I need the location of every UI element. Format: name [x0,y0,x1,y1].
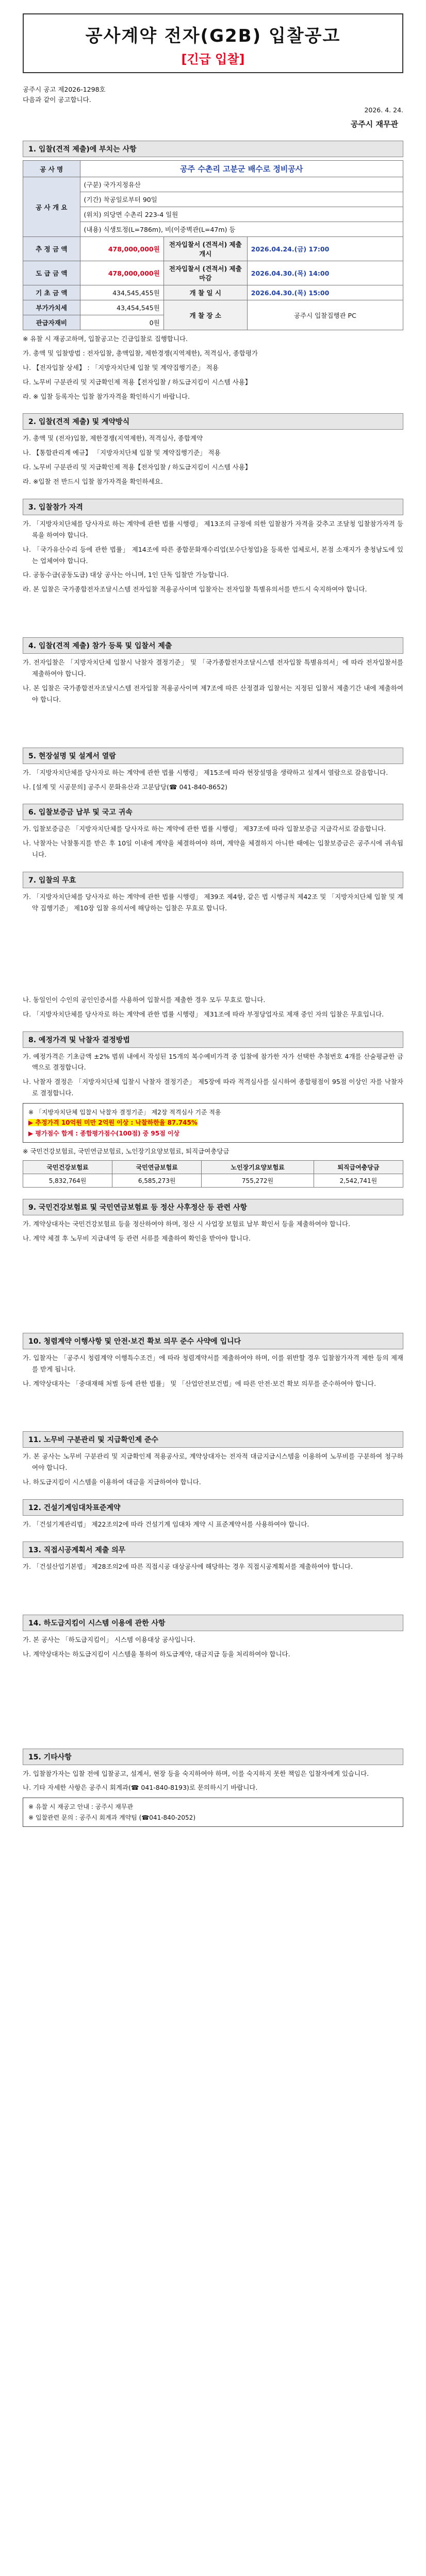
s2-para: 나. 【통합관리계 예규】 「지방자치단체 입찰 및 계약집행기준」 적용 [23,449,221,457]
s1-sub: 라. ※ 입찰 등록자는 입찰 참가자격을 확인하시기 바랍니다. [23,392,190,400]
s7-para: 다. 「지방자치단체를 당사자로 하는 계약에 관한 법률 시행령」 제31조에 따라 부정당업자로 제재 중인 자의 입찰은 무효입니다. [23,1010,384,1018]
s5-para: 나. [설계 및 시공문의] 공주시 문화유산과 고분담당(☎ 041-840-8652) [23,783,227,791]
page-subtitle: [긴급 입찰] [181,52,245,66]
label-material: 관급자재비 [23,315,80,330]
fee-head: 노인장기요양보험료 [202,1161,314,1174]
value-opening: 2026.04.30.(목) 15:00 [247,285,403,300]
label-contract: 도 급 금 액 [23,261,80,285]
fee-note: ※ 국민건강보험료, 국민연금보험료, 노인장기요양보험료, 퇴직급여충당금 [23,1147,230,1156]
label-place: 개 찰 장 소 [163,300,247,330]
value-base: 434,545,455원 [80,285,163,300]
label-open: 전자입찰서 (견적서) 제출 개시 [163,237,247,261]
s4-para: 나. 본 입찰은 국가종합전자조달시스템 전자입찰 적용공사이며 제7조에 따른 산정결과 입찰서는 지정된 입찰서 제출기간 내에 제출하여야 합니다. [23,684,403,703]
s2-para: 라. ※입찰 전 반드시 입찰 참가자격을 확인하세요. [23,478,163,485]
s15-para: 나. 기타 자세한 사항은 공주시 회계과(☎ 041-840-8193)로 문의하시기 바랍니다. [23,1784,258,1792]
notice-date: 2026. 4. 24. [364,106,403,114]
page-title: 공사계약 전자(G2B) 입찰공고 [85,26,341,46]
s13-para: 가. 「건설산업기본법」 제28조의2에 따른 직접시공 대상공사에 해당하는 경우 직접시공계획서를 제출하여야 합니다. [23,1562,353,1570]
s14-para: 나. 계약상대자는 하도급지킴이 시스템을 통하여 하도급계약, 대금지급 등을 처리하여야 합니다. [23,1650,290,1658]
fee-table [23,1160,403,1188]
s11-para: 나. 하도급지킴이 시스템을 이용하여 대금을 지급하여야 합니다. [23,1478,201,1486]
s3-para: 라. 본 입찰은 국가종합전자조달시스템 전자입찰 적용공사이며 입찰자는 전자입찰 특별유의서를 반드시 숙지하여야 합니다. [23,585,367,594]
s8-para: 가. 예정가격은 기초금액 ±2% 범위 내에서 작성된 15개의 복수예비가격 중 입찰에 참가한 자가 선택한 추첨번호 4개를 산술평균한 금액으로 결정합니다. [23,1052,403,1072]
footer-line: ※ 유찰 시 재공고 안내 : 공주시 재무관 [28,1803,134,1811]
label-estimated: 추 정 금 액 [23,237,80,261]
section-10-head: 10. 청렴계약 이행사항 및 안전·보건 확보 의무 준수 사약에 입니다 [23,1333,403,1349]
criteria-line: ▶ 평가점수 합계 : 종합평가점수(100점) 중 95점 이상 [28,1129,180,1137]
s6-para: 가. 입찰보증금은 「지방자치단체를 당사자로 하는 계약에 관한 법률 시행령」 제37조에 따라 입찰보증금 지급각서로 갈음합니다. [23,825,386,833]
value-estimated: 478,000,000원 [80,237,163,261]
criteria-box [23,1103,403,1143]
s2-para: 가. 총액 및 (전자)입찰, 제한경쟁(지역제한), 적격심사, 종합계약 [23,434,203,443]
s8-para: 나. 낙찰자 결정은 「지방자치단체 입찰시 낙찰자 결정기준」 제5장에 따라 적격심사를 실시하여 종합평점이 95점 이상인 자를 낙찰자로 결정합니다. [23,1078,403,1097]
title-box [23,13,403,73]
s4-para: 가. 전자입찰은 「지방자치단체 입찰시 낙찰자 결정기준」 및 「국가종합전자조달시스템 전자입찰 특별유의서」에 따라 전자입찰서를 제출하여야 합니다. [23,658,403,677]
fee-head: 퇴직급여충당금 [314,1161,403,1174]
value-material: 0원 [80,315,163,330]
s15-para: 가. 입찰참가자는 입찰 전에 입찰공고, 설계서, 현장 등을 숙지하여야 하며, 이를 숙지하지 못한 책임은 입찰자에게 있습니다. [23,1769,369,1777]
label-close: 전자입찰서 (견적서) 제출 마감 [163,261,247,285]
value-close: 2026.04.30.(목) 14:00 [247,261,403,285]
criteria-line: ▶ 추정가격 10억원 미만 2억원 이상 : 낙찰하한율 87.745% [28,1119,198,1127]
s1-sub: 가. 총액 및 입찰방법 : 전자입찰, 총액입찰, 제한경쟁(지역제한), 적격심사, 종합평가 [23,349,258,357]
section-2-head: 2. 입찰(견적 제출) 및 계약방식 [23,413,403,430]
s7-para: 나. 동일인이 수인의 공인인증서를 사용하여 입찰서를 제출한 경우 모두 무효로 합니다. [23,995,266,1004]
label-project: 공 사 명 [23,161,80,177]
section-12-head: 12. 건설기계임대차표준계약 [23,1499,403,1516]
fee-value: 5,832,764원 [23,1174,112,1188]
s1-sub: 다. 노무비 구분관리 및 지급확인제 적용【전자입찰 / 하도급지킴이 시스템 사용】 [23,378,252,386]
value-contract: 478,000,000원 [80,261,163,285]
criteria-line: ※ 「지방자치단체 입찰시 낙찰자 결정기준」 제2장 적격심사 기준 적용 [28,1109,221,1116]
fee-value: 2,542,741원 [314,1174,403,1188]
label-base: 기 초 금 액 [23,285,80,300]
notice-intro: 다음과 같이 공고합니다. [23,96,91,104]
section-15-head: 15. 기타사항 [23,1749,403,1765]
fee-value: 6,585,273원 [112,1174,202,1188]
s3-para: 다. 공동수급(공동도급) 대상 공사는 아니며, 1인 단독 입찰만 가능합니다. [23,571,229,579]
label-overview: 공 사 개 요 [23,177,80,237]
section-11-head: 11. 노무비 구분관리 및 지급확인제 준수 [23,1431,403,1448]
section-3-head: 3. 입찰참가 자격 [23,499,403,515]
s3-para: 가. 「지방자치단체를 당사자로 하는 계약에 관한 법률 시행령」 제13조의 규정에 의한 입찰참가 자격을 갖추고 조달청 입찰참가자격 등록을 하여야 합니다. [23,519,403,539]
s6-para: 나. 낙찰자는 낙찰통지를 받은 후 10일 이내에 계약을 체결하여야 하며, 계약을 체결하지 아니한 때에는 입찰보증금은 공주시에 귀속됩니다. [23,839,403,859]
section-8-head: 8. 예정가격 및 낙찰자 결정방법 [23,1031,403,1048]
section-6-head: 6. 입찰보증금 납부 및 국고 귀속 [23,804,403,820]
overview-item: (위치) 의당면 수촌리 223-4 일원 [80,207,403,222]
issuer: 공주시 재무관 [350,120,398,129]
s11-para: 가. 본 공사는 노무비 구분관리 및 지급확인제 적용공사로, 계약상대자는 전자적 대금지급시스템을 이용하여 노무비를 구분하여 청구하여야 합니다. [23,1452,403,1472]
overview-item: (구분) 국가지정유산 [80,177,403,192]
value-place: 공주시 입찰집행관 PC [247,300,403,330]
label-vat: 부가가치세 [23,300,80,315]
section-4-head: 4. 입찰(견적 제출) 참가 등록 및 입찰서 제출 [23,637,403,654]
project-name: 공주 수촌리 고분군 배수로 정비공사 [80,161,403,177]
s14-para: 가. 본 공사는 「하도급지킴이」 시스템 이용대상 공사입니다. [23,1635,195,1643]
s5-para: 가. 「지방자치단체를 당사자로 하는 계약에 관한 법률 시행령」 제15조에 따라 현장설명을 생략하고 설계서 열람으로 갈음합니다. [23,768,388,776]
overview-item: (기간) 착공일로부터 90일 [80,192,403,207]
s10-para: 나. 계약상대자는 「중대재해 처벌 등에 관한 법률」 및 「산업안전보건법」에 따른 안전·보건 확보 의무를 준수하여야 합니다. [23,1379,376,1387]
fee-value: 755,272원 [202,1174,314,1188]
s10-para: 가. 입찰자는 「공주시 청렴계약 이행특수조건」에 따라 청렴계약서를 제출하여야 하며, 이를 위반할 경우 입찰참가자격 제한 등의 제재를 받게 됩니다. [23,1353,403,1373]
section-5-head: 5. 현장설명 및 설계서 열람 [23,748,403,764]
fee-head: 국민연금보험료 [112,1161,202,1174]
section-13-head: 13. 직접시공계획서 제출 의무 [23,1541,403,1558]
s2-para: 다. 노무비 구분관리 및 지급확인제 적용【전자입찰 / 하도급지킴이 시스템 사용】 [23,463,252,471]
s9-para: 가. 계약상대자는 국민건강보험료 등을 정산하여야 하며, 정산 시 사업장 보험료 납부 확인서 등을 제출하여야 합니다. [23,1220,351,1228]
s7-para: 가. 「지방자치단체를 당사자로 하는 계약에 관한 법률 시행령」 제39조 제4항, 같은 법 시행규칙 제42조 및 「지방자치단체 입찰 및 계약 집행기준」 제10장 입찰 유의서에 해당하는 입찰은 무효로 합니다. [23,893,403,912]
overview-item: (내용) 식생토정(L=786m), 비(이중벽관(L=47m) 등 [80,222,403,237]
footer-line: ※ 입찰관련 문의 : 공주시 회계과 계약팀 (☎041-840-2052) [28,1814,195,1821]
value-open: 2026.04.24.(금) 17:00 [247,237,403,261]
s1-note: ※ 유찰 시 재공고하며, 입찰공고는 긴급입찰로 집행합니다. [23,335,188,343]
footer-box [23,1798,403,1827]
label-opening: 개 찰 일 시 [163,285,247,300]
section-14-head: 14. 하도급지킴이 시스템 이용에 관한 사항 [23,1615,403,1631]
value-vat: 43,454,545원 [80,300,163,315]
s9-para: 나. 계약 체결 후 노무비 지급내역 등 관련 서류를 제출하여 확인을 받아야 합니다. [23,1234,251,1242]
section-9-head: 9. 국민건강보험료 및 국민연금보험료 등 정산 사후정산 등 관련 사항 [23,1199,403,1215]
s12-para: 가. 「건설기계관리법」 제22조의2에 따라 건설기계 임대차 계약 시 표준계약서를 사용하여야 합니다. [23,1520,309,1529]
section-7-head: 7. 입찰의 무효 [23,872,403,888]
s3-para: 나. 「국가유산수리 등에 관한 법률」 제14조에 따른 종합문화재수리업(보수단청업)을 등록한 업체로서, 본점 소재지가 충청남도에 있는 업체여야 합니다. [23,545,403,565]
fee-head: 국민건강보험료 [23,1161,112,1174]
project-info-table [23,160,403,330]
s1-sub: 나. 【전자입찰 상세】 : 「지방자치단체 입찰 및 계약집행기준」 적용 [23,363,219,371]
section-1-head: 1. 입찰(견적 제출)에 부치는 사항 [23,141,403,157]
notice-number: 공주시 공고 제2026-1298호 [23,86,106,93]
